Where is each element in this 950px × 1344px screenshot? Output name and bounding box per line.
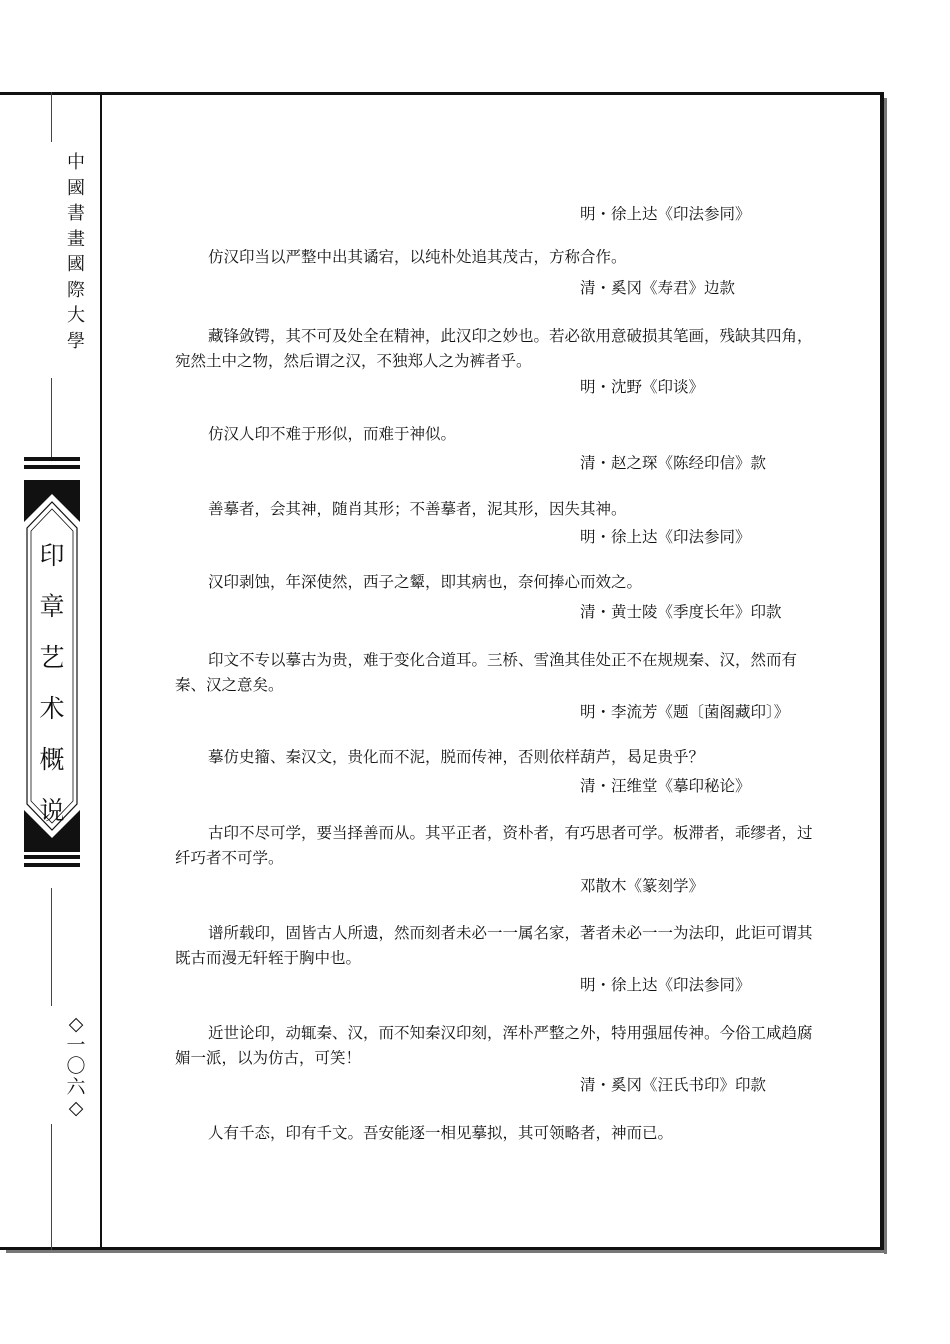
book-title [28,530,76,836]
quote-entry [175,821,820,895]
quote-text: 谱所载印，固皆古人所遗，然而刻者未必一一属名家，著者未必一一为法印，此讵可谓其既古而漫无轩轾于胸中也。 [175,924,813,967]
quote-text: 摹仿史籀、秦汉文，贵化而不泥，脱而传神，否则依样葫芦，曷足贵乎？ [208,748,705,766]
quote-entry [175,324,820,396]
quote-text: 近世论印，动辄秦、汉，而不知秦汉印刻，浑朴严整之外，特用强屈传神。今俗工咸趋腐媚一派，以为仿古，可笑！ [175,1024,813,1067]
quote-text: 藏锋敛锷，其不可及处全在精神，此汉印之妙也。若必欲用意破损其笔画，残缺其四角，宛然土中之物，然后谓之汉，不独郑人之为裤者乎。 [175,327,813,370]
quote-text: 仿汉人印不难于形似，而难于神似。 [208,425,457,443]
quote-source: 邓散木《篆刻学》 [580,877,705,895]
page-number-ornament: ◇ [68,1097,84,1119]
school-char: 國 [67,177,85,199]
title-top-bar [24,465,80,469]
page-number-ornament: ◇ [68,1013,84,1035]
quote-entry [175,570,820,621]
page-number-digit: 六 [66,1076,86,1098]
school-char: 學 [67,330,85,352]
quote-source: 明・李流芳《题〔菌阁藏印〕》 [580,703,790,721]
book-title-char: 术 [39,694,65,723]
title-bottom-bar [24,863,80,867]
quote-entry [175,497,820,546]
title-bottom-bar [24,855,80,859]
page-number-digit: 〇 [66,1055,86,1077]
page-number-digit: 一 [66,1034,86,1056]
school-char: 大 [67,305,85,326]
book-title-char: 印 [39,541,65,570]
quote-source: 明・沈野《印谈》 [580,378,705,396]
school-char: 畫 [67,228,85,250]
school-char: 中 [67,152,85,173]
quote-text: 善摹者，会其神，随肖其形；不善摹者，泥其形，因失其神。 [208,500,627,518]
quote-source: 明・徐上达《印法参同》 [580,976,751,994]
quote-text: 印文不专以摹古为贵，难于变化合道耳。三桥、雪渔其佳处正不在规规秦、汉，然而有秦、汉之意矣。 [175,651,798,694]
quote-entry [175,422,820,472]
quote-entry [175,1021,820,1094]
frame-bottom-shadow [6,1250,887,1253]
page-number [63,1014,89,1119]
quote-text: 人有千态，印有千文。吾安能逐一相见摹拟，其可领略者，神而已。 [208,1124,674,1142]
school-char: 國 [67,254,85,275]
book-title-char: 概 [39,745,65,774]
school-name [63,150,89,354]
title-top-bar [24,457,80,461]
quote-source: 明・徐上达《印法参同》 [580,528,751,546]
quote-entry [175,648,820,721]
quote-text: 古印不尽可学，要当择善而从。其平正者，资朴者，有巧思者可学。板滞者，乖缪者，过纤巧者不可学。 [175,824,813,867]
quote-text: 汉印剥蚀，年深使然，西子之颦，即其病也，奈何捧心而效之。 [208,573,643,591]
school-char: 際 [67,279,85,301]
quote-source: 明・徐上达《印法参同》 [580,205,751,223]
spine-inner-border [100,92,102,1250]
quote-entry [175,245,820,297]
spine-rule [51,888,52,1006]
quote-source: 清・赵之琛《陈经印信》款 [580,454,767,472]
quote-source: 清・黄士陵《季度长年》印款 [580,603,782,621]
quote-entry [175,1121,820,1146]
quote-source: 清・汪维堂《摹印秘论》 [580,777,751,795]
quote-source: 清・奚冈《寿君》边款 [580,279,736,297]
quote-entry [175,745,820,795]
frame-top-border [0,92,884,95]
school-char: 書 [67,203,85,224]
quote-text: 仿汉印当以严整中出其谲宕，以纯朴处追其茂古，方称合作。 [208,248,627,266]
book-title-char: 说 [39,796,65,825]
frame-right-shadow [884,98,887,1254]
book-title-char: 艺 [39,643,65,672]
spine-rule [51,1124,52,1250]
spine-rule [51,92,52,142]
quote-source: 清・奚冈《汪氏书印》印款 [580,1076,767,1094]
spine-rule [51,378,52,458]
book-title-char: 章 [39,592,65,621]
quote-entry [175,921,820,994]
